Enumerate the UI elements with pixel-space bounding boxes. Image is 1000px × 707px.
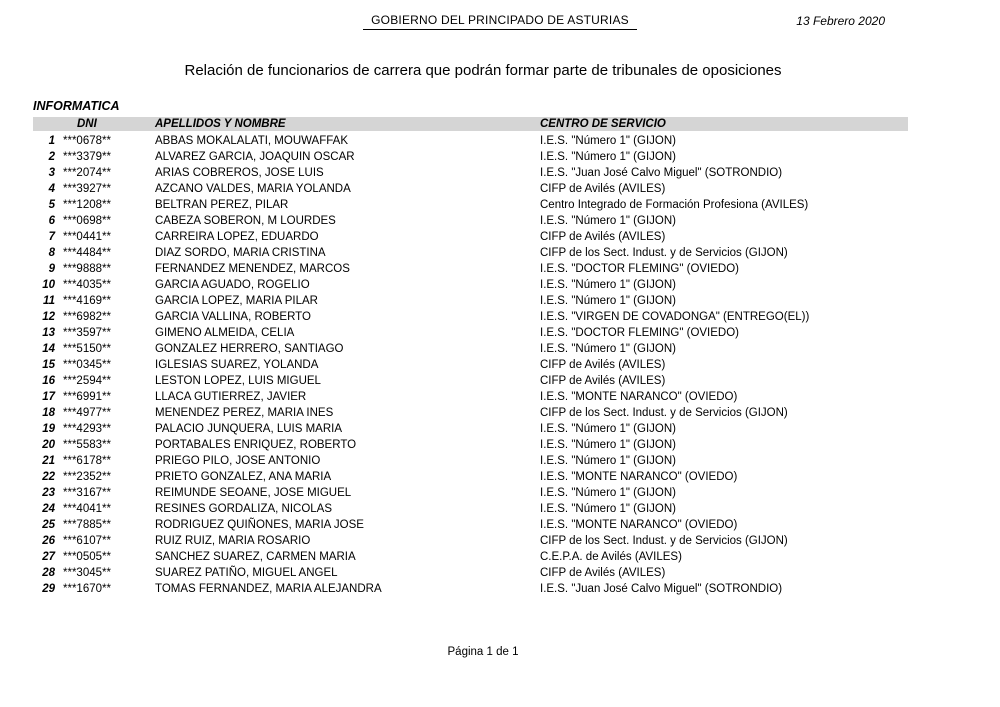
- row-center: I.E.S. "MONTE NARANCO" (OVIEDO): [540, 519, 738, 531]
- row-center: CIFP de Avilés (AVILES): [540, 231, 666, 243]
- table-row: [33, 549, 908, 565]
- row-number: 10: [42, 279, 55, 291]
- column-header-name: APELLIDOS Y NOMBRE: [155, 118, 286, 130]
- row-dni: ***2594**: [63, 375, 111, 387]
- row-center: I.E.S. "Número 1" (GIJON): [540, 151, 676, 163]
- row-number: 13: [42, 327, 55, 339]
- row-center: I.E.S. "Juan José Calvo Miguel" (SOTRONDIO): [540, 167, 783, 179]
- row-dni: ***5583**: [63, 439, 111, 451]
- table-row: [33, 197, 908, 213]
- row-center: I.E.S. "Número 1" (GIJON): [540, 487, 676, 499]
- row-center: I.E.S. "Número 1" (GIJON): [540, 295, 676, 307]
- row-center: I.E.S. "Número 1" (GIJON): [540, 343, 676, 355]
- row-name: PORTABALES ENRIQUEZ, ROBERTO: [155, 439, 357, 451]
- row-name: DIAZ SORDO, MARIA CRISTINA: [155, 247, 326, 259]
- row-dni: ***6991**: [63, 391, 111, 403]
- row-name: GIMENO ALMEIDA, CELIA: [155, 327, 295, 339]
- row-center: CIFP de los Sect. Indust. y de Servicios (GIJON): [540, 535, 788, 547]
- row-dni: ***0698**: [63, 215, 111, 227]
- row-number: 5: [48, 199, 55, 211]
- column-header-dni: DNI: [77, 118, 97, 130]
- table-row: [33, 293, 908, 309]
- row-number: 16: [42, 375, 55, 387]
- row-number: 26: [42, 535, 55, 547]
- table-body: [33, 133, 908, 597]
- page-title: Relación de funcionarios de carrera que podrán formar parte de tribunales de oposiciones: [184, 62, 782, 79]
- row-number: 7: [48, 231, 55, 243]
- table-row: [33, 453, 908, 469]
- row-center: I.E.S. "MONTE NARANCO" (OVIEDO): [540, 471, 738, 483]
- row-name: PRIETO GONZALEZ, ANA MARIA: [155, 471, 332, 483]
- section-label: INFORMATICA: [33, 99, 120, 113]
- row-dni: ***6178**: [63, 455, 111, 467]
- row-center: CIFP de Avilés (AVILES): [540, 567, 666, 579]
- row-dni: ***4293**: [63, 423, 111, 435]
- row-center: I.E.S. "MONTE NARANCO" (OVIEDO): [540, 391, 738, 403]
- table-row: [33, 213, 908, 229]
- row-number: 11: [43, 295, 55, 307]
- row-dni: ***4977**: [63, 407, 111, 419]
- row-center: I.E.S. "Número 1" (GIJON): [540, 423, 676, 435]
- row-number: 28: [42, 567, 55, 579]
- table-row: [33, 437, 908, 453]
- row-dni: ***3927**: [63, 183, 111, 195]
- row-name: FERNANDEZ MENENDEZ, MARCOS: [155, 263, 350, 275]
- row-dni: ***1208**: [63, 199, 111, 211]
- row-number: 22: [42, 471, 55, 483]
- row-number: 14: [42, 343, 55, 355]
- row-name: GARCIA VALLINA, ROBERTO: [155, 311, 311, 323]
- row-dni: ***0441**: [63, 231, 111, 243]
- row-number: 29: [42, 583, 55, 595]
- row-name: RUIZ RUIZ, MARIA ROSARIO: [155, 535, 311, 547]
- row-name: LESTON LOPEZ, LUIS MIGUEL: [155, 375, 321, 387]
- row-number: 19: [42, 423, 55, 435]
- table-row: [33, 581, 908, 597]
- table-row: [33, 517, 908, 533]
- row-center: I.E.S. "Número 1" (GIJON): [540, 135, 676, 147]
- table-row: [33, 389, 908, 405]
- row-number: 23: [42, 487, 55, 499]
- row-dni: ***4169**: [63, 295, 111, 307]
- row-dni: ***1670**: [63, 583, 111, 595]
- table-row: [33, 277, 908, 293]
- row-name: IGLESIAS SUAREZ, YOLANDA: [155, 359, 319, 371]
- row-dni: ***3167**: [63, 487, 111, 499]
- row-name: PRIEGO PILO, JOSE ANTONIO: [155, 455, 321, 467]
- row-center: I.E.S. "Número 1" (GIJON): [540, 503, 676, 515]
- row-name: REIMUNDE SEOANE, JOSE MIGUEL: [155, 487, 352, 499]
- row-center: I.E.S. "DOCTOR FLEMING" (OVIEDO): [540, 327, 739, 339]
- row-center: Centro Integrado de Formación Profesiona (AVILES): [540, 199, 809, 211]
- row-dni: ***6982**: [63, 311, 111, 323]
- row-dni: ***7885**: [63, 519, 111, 531]
- row-number: 12: [42, 311, 55, 323]
- row-name: ARIAS COBREROS, JOSE LUIS: [155, 167, 324, 179]
- row-dni: ***0345**: [63, 359, 111, 371]
- row-name: CABEZA SOBERON, M LOURDES: [155, 215, 336, 227]
- row-dni: ***6107**: [63, 535, 111, 547]
- row-center: C.E.P.A. de Avilés (AVILES): [540, 551, 682, 563]
- table-row: [33, 165, 908, 181]
- row-number: 6: [48, 215, 55, 227]
- row-dni: ***2074**: [63, 167, 111, 179]
- org-title: GOBIERNO DEL PRINCIPADO DE ASTURIAS: [363, 13, 637, 30]
- row-dni: ***3045**: [63, 567, 111, 579]
- row-center: CIFP de Avilés (AVILES): [540, 375, 666, 387]
- row-dni: ***9888**: [63, 263, 111, 275]
- row-number: 18: [42, 407, 55, 419]
- table-row: [33, 181, 908, 197]
- table-row: [33, 485, 908, 501]
- row-dni: ***0678**: [63, 135, 111, 147]
- row-number: 15: [42, 359, 55, 371]
- table-row: [33, 501, 908, 517]
- row-dni: ***2352**: [63, 471, 111, 483]
- row-name: RESINES GORDALIZA, NICOLAS: [155, 503, 333, 515]
- table-row: [33, 533, 908, 549]
- row-number: 21: [42, 455, 55, 467]
- row-number: 8: [48, 247, 55, 259]
- row-dni: ***3597**: [63, 327, 111, 339]
- row-center: CIFP de los Sect. Indust. y de Servicios (GIJON): [540, 247, 788, 259]
- table-row: [33, 229, 908, 245]
- row-center: I.E.S. "DOCTOR FLEMING" (OVIEDO): [540, 263, 739, 275]
- row-name: GONZALEZ HERRERO, SANTIAGO: [155, 343, 344, 355]
- row-number: 20: [42, 439, 55, 451]
- row-name: GARCIA LOPEZ, MARIA PILAR: [155, 295, 318, 307]
- row-name: TOMAS FERNANDEZ, MARIA ALEJANDRA: [155, 583, 382, 595]
- row-center: CIFP de Avilés (AVILES): [540, 183, 666, 195]
- row-number: 17: [42, 391, 55, 403]
- table-row: [33, 373, 908, 389]
- row-name: GARCIA AGUADO, ROGELIO: [155, 279, 310, 291]
- table-row: [33, 357, 908, 373]
- table-row: [33, 565, 908, 581]
- row-name: ABBAS MOKALALATI, MOUWAFFAK: [155, 135, 348, 147]
- table-row: [33, 341, 908, 357]
- row-number: 3: [48, 167, 55, 179]
- row-center: I.E.S. "Número 1" (GIJON): [540, 455, 676, 467]
- row-center: I.E.S. "Número 1" (GIJON): [540, 215, 676, 227]
- table-row: [33, 421, 908, 437]
- row-name: CARREIRA LOPEZ, EDUARDO: [155, 231, 319, 243]
- row-dni: ***4484**: [63, 247, 111, 259]
- row-name: LLACA GUTIERREZ, JAVIER: [155, 391, 307, 403]
- row-center: I.E.S. "Juan José Calvo Miguel" (SOTRONDIO): [540, 583, 783, 595]
- row-number: 9: [48, 263, 55, 275]
- row-number: 27: [42, 551, 55, 563]
- row-dni: ***0505**: [63, 551, 111, 563]
- row-name: RODRIGUEZ QUIÑONES, MARIA JOSE: [155, 519, 364, 531]
- row-dni: ***4041**: [63, 503, 111, 515]
- row-number: 25: [42, 519, 55, 531]
- table-row: [33, 261, 908, 277]
- row-center: I.E.S. "Número 1" (GIJON): [540, 439, 676, 451]
- table-row: [33, 405, 908, 421]
- table-header-row: [33, 117, 908, 131]
- row-center: CIFP de los Sect. Indust. y de Servicios (GIJON): [540, 407, 788, 419]
- row-name: SUAREZ PATIÑO, MIGUEL ANGEL: [155, 567, 338, 579]
- table-row: [33, 133, 908, 149]
- row-center: CIFP de Avilés (AVILES): [540, 359, 666, 371]
- row-name: AZCANO VALDES, MARIA YOLANDA: [155, 183, 351, 195]
- row-name: PALACIO JUNQUERA, LUIS MARIA: [155, 423, 343, 435]
- table-row: [33, 149, 908, 165]
- table-row: [33, 245, 908, 261]
- row-number: 4: [48, 183, 55, 195]
- row-center: I.E.S. "Número 1" (GIJON): [540, 279, 676, 291]
- row-name: MENENDEZ PEREZ, MARIA INES: [155, 407, 334, 419]
- table-row: [33, 325, 908, 341]
- row-dni: ***5150**: [63, 343, 111, 355]
- row-number: 2: [48, 151, 55, 163]
- row-name: BELTRAN PEREZ, PILAR: [155, 199, 289, 211]
- table-row: [33, 309, 908, 325]
- row-name: SANCHEZ SUAREZ, CARMEN MARIA: [155, 551, 356, 563]
- row-number: 24: [42, 503, 55, 515]
- row-number: 1: [48, 135, 55, 147]
- row-name: ALVAREZ GARCIA, JOAQUIN OSCAR: [155, 151, 355, 163]
- row-dni: ***4035**: [63, 279, 111, 291]
- row-center: I.E.S. "VIRGEN DE COVADONGA" (ENTREGO(EL)): [540, 311, 810, 323]
- page-number: Página 1 de 1: [447, 646, 519, 658]
- document-date: 13 Febrero 2020: [796, 14, 885, 28]
- row-dni: ***3379**: [63, 151, 111, 163]
- table-row: [33, 469, 908, 485]
- column-header-center: CENTRO DE SERVICIO: [540, 118, 666, 130]
